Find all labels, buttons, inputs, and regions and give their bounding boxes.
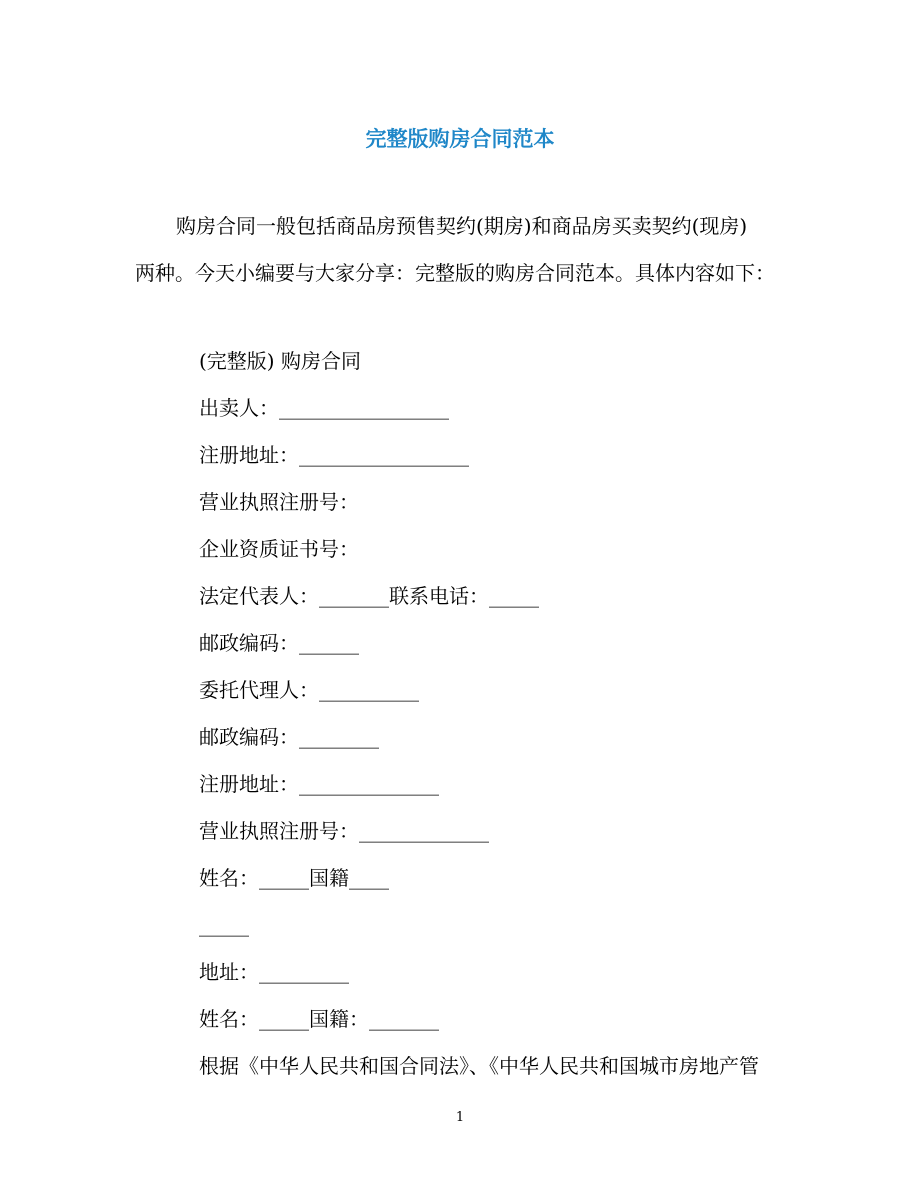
legal-basis-text: 根据《中华人民共和国合同法》、《中华人民共和国城市房地产管	[199, 1054, 759, 1078]
legal-representative-field: 法定代表人：_______联系电话：_____	[199, 584, 539, 608]
business-license-field: 营业执照注册号：	[199, 490, 359, 514]
intro-line-1: 购房合同一般包括商品房预售契约(期房)和商品房买卖契约(现房)	[176, 214, 748, 238]
postal-code-field: 邮政编码：______	[199, 631, 359, 655]
page-number: 1	[455, 1110, 465, 1125]
name-nationality-field-2: 姓名：_____国籍：_______	[199, 1007, 439, 1031]
blank-underline: _____	[199, 913, 249, 937]
registered-address-field-2: 注册地址：______________	[199, 772, 439, 796]
page-title: 完整版购房合同范本	[365, 126, 555, 151]
intro-line-2: 两种。今天小编要与大家分享：完整版的购房合同范本。具体内容如下：	[135, 261, 775, 285]
postal-code-field-2: 邮政编码：________	[199, 725, 379, 749]
address-field: 地址：_________	[199, 960, 349, 984]
qualification-cert-field: 企业资质证书号：	[199, 537, 359, 561]
agent-field: 委托代理人：__________	[199, 678, 419, 702]
contract-heading: (完整版) 购房合同	[199, 349, 361, 373]
registered-address-field: 注册地址：_________________	[199, 443, 469, 467]
intro-paragraph	[135, 203, 795, 297]
name-nationality-field: 姓名：_____国籍____	[199, 866, 389, 890]
seller-field: 出卖人：_________________	[199, 396, 449, 420]
business-license-field-2: 营业执照注册号：_____________	[199, 819, 489, 843]
